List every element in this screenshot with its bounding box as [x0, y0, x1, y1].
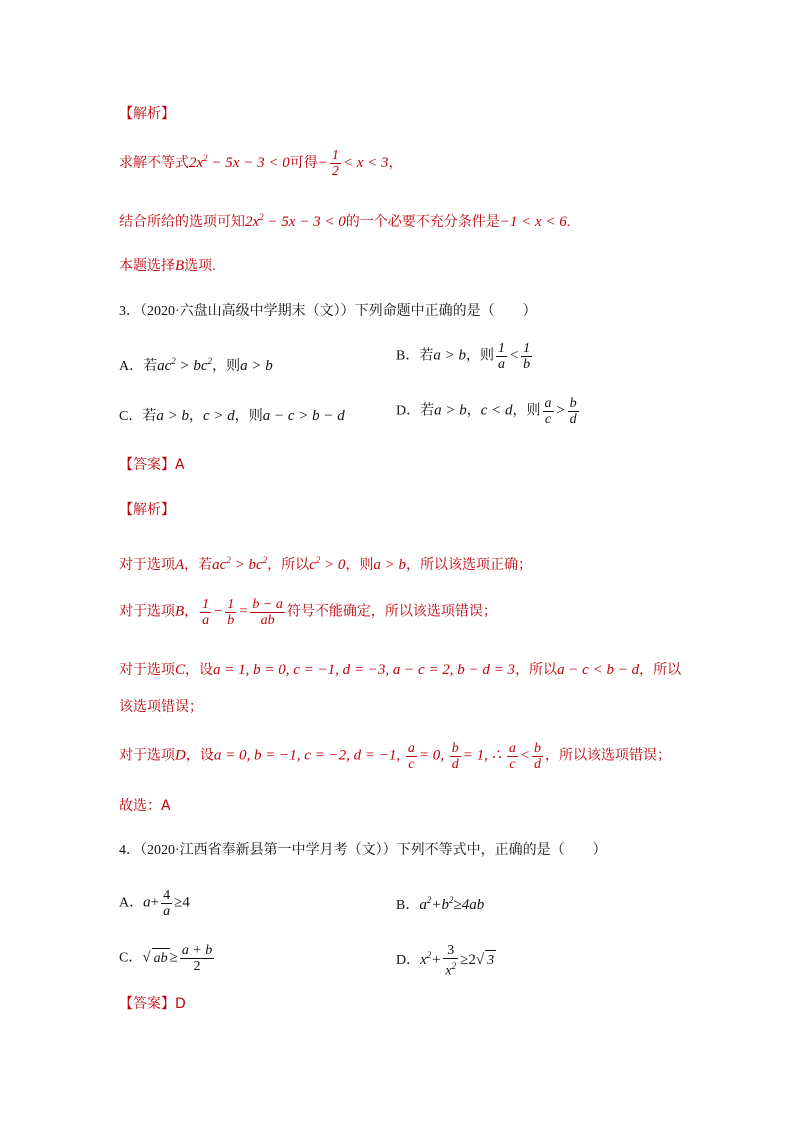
q3-analysis-d: 对于选项D，设a = 0, b = −1, c = −2, d = −1, $\frac{a}{c}$ = 0, $\frac{b}{d}$ = 1, ∴ $\frac{a}{c}$ < $\frac{b}{d}$ ，所以该选项错误； [119, 741, 672, 772]
answer-q4: 【答案】D [119, 996, 186, 1012]
q3-conclusion: 故选：A [119, 798, 171, 814]
q3-analysis-b: 对于选项B， $\frac{1}{a}$ − $\frac{1}{b}$ = $\frac{b - a}{ab}$ 符号不能确定，所以该选项错误； [119, 597, 497, 628]
q4-option-a: A．a+ $\frac{4}{a}$ ≥4 [119, 888, 190, 919]
q3-analysis-c: 对于选项C，设a = 1, b = 0, c = −1, d = −3, a − c = 2, b − d = 3，所以a − c < b − d，所以 [119, 662, 682, 678]
answer-q3: 【答案】A [119, 457, 185, 473]
q3-option-d: D．若a > b，c < d，则 $\frac{a}{c}$ > $\frac{b}{d}$ [396, 396, 577, 427]
analysis-tag-q2: 【解析】 [119, 106, 175, 122]
q3-analysis-c-cont: 该选项错误； [119, 700, 203, 715]
q4-option-b: B．$a^2+b^2\ge 4ab$ [396, 895, 485, 913]
q3-option-a: A．若$ac^2 > bc^2$，则a > b [119, 356, 273, 374]
analysis-line-q2-2: 结合所给的选项可知$2x^2 - 5x - 3 < 0$的一个必要不充分条件是−1 < x < 6. [119, 212, 571, 230]
q3-option-c: C．若a > b，c > d，则a − c > b − d [119, 408, 345, 424]
q3-analysis-a: 对于选项A，若$ac^2 > bc^2$，所以$c^2 > 0$，则a > b，所以该选项正确； [119, 555, 533, 573]
analysis-line-q2-3: 本题选择B选项. [119, 258, 216, 274]
analysis-line-q2-1: 求解不等式$2x^2 - 5x - 3 < 0$可得− $\frac{1}{2}$ < x < 3， [119, 148, 403, 180]
q4-option-c: C．√ ab ≥ $\frac{a + b}{2}$ [119, 943, 213, 974]
q4-option-d: D．$x^2+$ $\frac{3}{x^2}$ ≥2√ 3 [396, 943, 495, 979]
analysis-tag-q3: 【解析】 [119, 502, 175, 518]
question-3-title: 3．（2020·六盘山高级中学期末（文））下列命题中正确的是（ ） [119, 304, 537, 319]
q3-option-b: B．若a > b，则 $\frac{1}{a}$ < $\frac{1}{b}$ [396, 341, 531, 372]
question-4-title: 4．（2020·江西省奉新县第一中学月考（文））下列不等式中，正确的是（ ） [119, 843, 607, 858]
